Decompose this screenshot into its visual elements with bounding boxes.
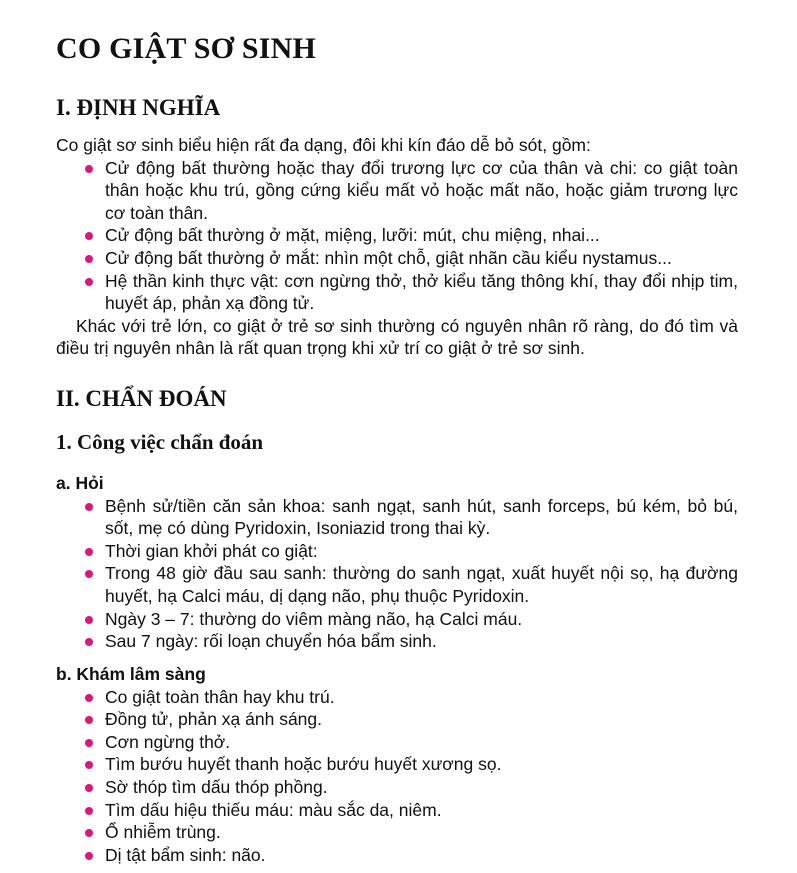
section-heading-definition: I. ĐỊNH NGHĨA [56,95,221,120]
bullet-dot-icon [85,807,93,815]
bullet-dot-icon [85,278,93,286]
list-item: Dị tật bẩm sinh: não. [56,844,738,867]
bullet-dot-icon [85,694,93,702]
list-item: Cử động bất thường hoặc thay đổi trương lực cơ của thân và chi: co giật toàn thân hoặc khu trú, gồng cứng kiểu mất vỏ hoặc mất não, hoặc giảm trương lực cơ toàn thân. [56,157,738,225]
list-item: Hệ thần kinh thực vật: cơn ngừng thở, thở kiểu tăng thông khí, thay đổi nhịp tim, huyết áp, phản xạ đồng tử. [56,270,738,315]
bullet-dot-icon [85,232,93,240]
bullet-dot-icon [85,616,93,624]
definition-list [56,157,738,315]
section-heading-diagnosis: II. CHẨN ĐOÁN [56,386,227,411]
definition-intro: Co giật sơ sinh biểu hiện rất đa dạng, đôi khi kín đáo dễ bỏ sót, gồm: [56,135,591,155]
page-title: CO GIẬT SƠ SINH [56,32,317,65]
list-item: Ổ nhiễm trùng. [56,821,738,844]
bullet-dot-icon [85,255,93,263]
bullet-dot-icon [85,548,93,556]
list-item: Tìm bướu huyết thanh hoặc bướu huyết xương sọ. [56,753,738,776]
bullet-dot-icon [85,739,93,747]
bullet-dot-icon [85,829,93,837]
list-item: Cử động bất thường ở mặt, miệng, lưỡi: mút, chu miệng, nhai... [56,224,738,247]
list-item: Tìm dấu hiệu thiếu máu: màu sắc da, niêm. [56,799,738,822]
list-item: Trong 48 giờ đầu sau sanh: thường do sanh ngạt, xuất huyết nội sọ, hạ đường huyết, hạ Calci máu, dị dạng não, phụ thuộc Pyridoxin. [56,562,738,607]
history-block [56,472,738,653]
bullet-dot-icon [85,716,93,724]
list-item: Sờ thóp tìm dấu thóp phồng. [56,776,738,799]
history-label: a. Hỏi [56,473,104,493]
definition-block [56,134,738,360]
exam-block [56,663,738,866]
definition-closing: Khác với trẻ lớn, co giật ở trẻ sơ sinh thường có nguyên nhân rõ ràng, do đó tìm và điều trị nguyên nhân là rất quan trọng khi xử trí co giật ở trẻ sơ sinh. [56,315,738,359]
list-item: Thời gian khởi phát co giật: [56,540,738,563]
list-item: Ngày 3 – 7: thường do viêm màng não, hạ Calci máu. [56,608,738,631]
bullet-dot-icon [85,570,93,578]
bullet-dot-icon [85,165,93,173]
list-item: Sau 7 ngày: rối loạn chuyển hóa bẩm sinh. [56,630,738,653]
bullet-dot-icon [85,503,93,511]
exam-list [56,686,738,867]
list-item: Cử động bất thường ở mắt: nhìn một chỗ, giật nhãn cầu kiểu nystamus... [56,247,738,270]
list-item: Bệnh sử/tiền căn sản khoa: sanh ngạt, sanh hút, sanh forceps, bú kém, bỏ bú, sốt, mẹ có dùng Pyridoxin, Isoniazid trong thai kỳ. [56,495,738,540]
history-list [56,495,738,653]
bullet-dot-icon [85,638,93,646]
subsection-heading-diagnosis-work: 1. Công việc chẩn đoán [56,430,264,454]
exam-label: b. Khám lâm sàng [56,664,206,684]
list-item: Cơn ngừng thở. [56,731,738,754]
bullet-dot-icon [85,852,93,860]
list-item: Co giật toàn thân hay khu trú. [56,686,738,709]
list-item: Đồng tử, phản xạ ánh sáng. [56,708,738,731]
bullet-dot-icon [85,784,93,792]
bullet-dot-icon [85,761,93,769]
